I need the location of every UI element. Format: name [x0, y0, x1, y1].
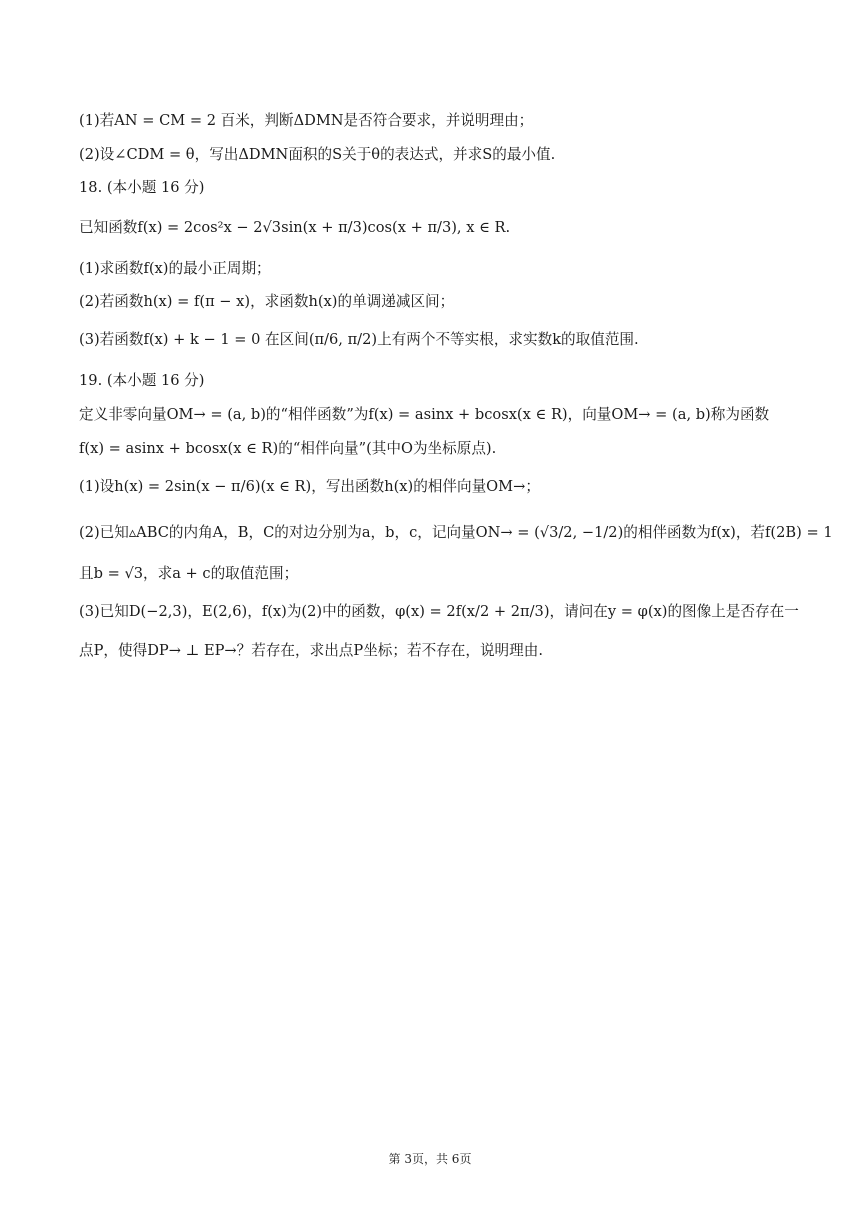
q17-part2: (2)设∠CDM = θ，写出ΔDMN面积的S关于θ的表达式，并求S的最小值. — [79, 146, 556, 163]
page-footer: 第 3页，共 6页 — [388, 1152, 472, 1166]
q19-part2-line1: (2)已知▵ABC的内角A，B，C的对边分别为a，b，c，记向量ON→ = (√3/2, −1/2)的相伴函数为f(x)，若f(2B) = 1 — [79, 524, 833, 541]
q19-part3-line1: (3)已知D(−2,3)，E(2,6)，f(x)为(2)中的函数，φ(x) = 2f(x/2 + 2π/3)，请问在y = φ(x)的图像上是否存在一 — [79, 603, 799, 620]
q18-stem: 已知函数f(x) = 2cos²x − 2√3sin(x + π/3)cos(x + π/3), x ∈ R. — [79, 219, 511, 236]
q18-part3: (3)若函数f(x) + k − 1 = 0 在区间(π/6, π/2)上有两个不等实根，求实数k的取值范围. — [79, 331, 639, 348]
q19-heading: 19. (本小题 16 分) — [79, 372, 205, 389]
q17-part1: (1)若AN = CM = 2 百米，判断ΔDMN是否符合要求，并说明理由； — [79, 112, 534, 129]
q19-stem-line1: 定义非零向量OM→ = (a, b)的“相伴函数”为f(x) = asinx + bcosx(x ∈ R)，向量OM→ = (a, b)称为函数 — [79, 406, 770, 423]
q18-heading: 18. (本小题 16 分) — [79, 179, 205, 196]
q19-part2-line2: 且b = √3，求a + c的取值范围； — [79, 565, 299, 582]
q18-part1: (1)求函数f(x)的最小正周期； — [79, 260, 271, 277]
q19-part3-line2: 点P，使得DP→ ⊥ EP→？若存在，求出点P坐标；若不存在，说明理由. — [79, 642, 543, 659]
q19-part1: (1)设h(x) = 2sin(x − π/6)(x ∈ R)，写出函数h(x)的相伴向量OM→； — [79, 478, 540, 495]
q19-stem-line2: f(x) = asinx + bcosx(x ∈ R)的“相伴向量”(其中O为坐标原点). — [79, 440, 497, 457]
q18-part2: (2)若函数h(x) = f(π − x)，求函数h(x)的单调递减区间； — [79, 293, 455, 310]
